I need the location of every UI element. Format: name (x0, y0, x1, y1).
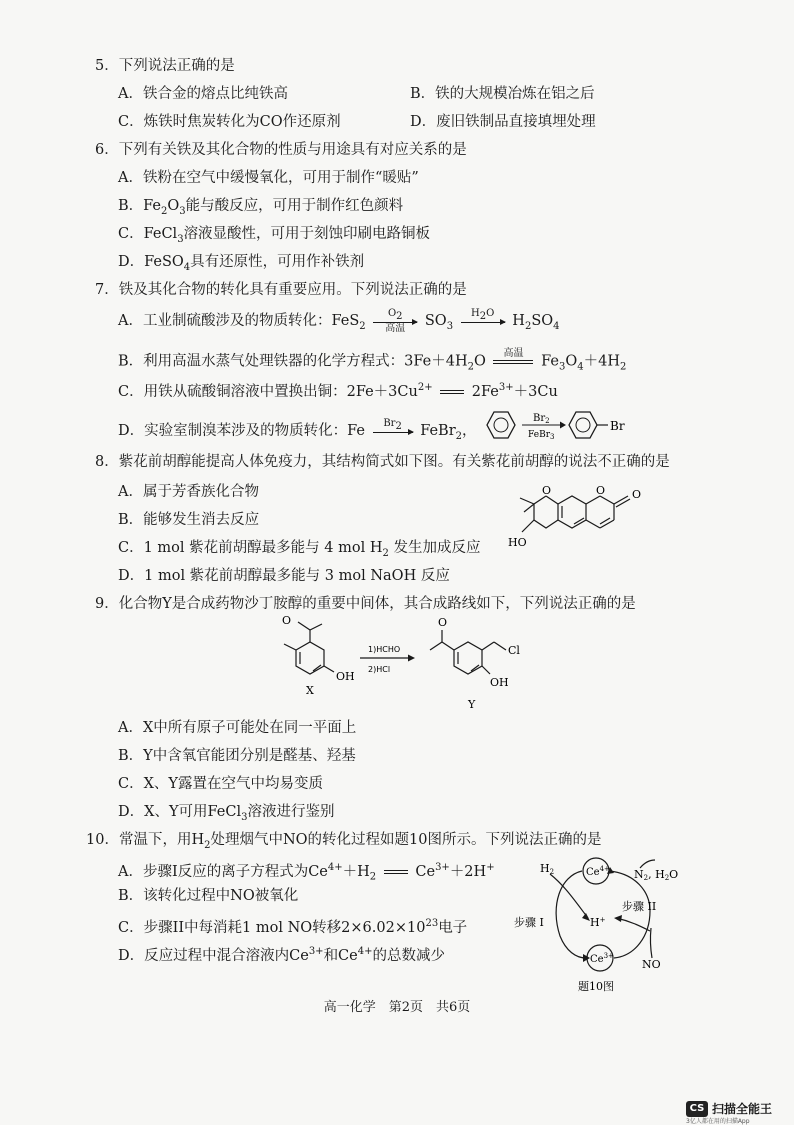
svg-text:Br2: $Br_2$ (533, 413, 550, 425)
svg-text:Br: Br (610, 419, 625, 433)
svg-text:HO: HO (508, 536, 527, 549)
q6-option-b: B．$Fe_2O_3$能与酸反应，可用于制作红色颜料 (118, 198, 404, 217)
q5-option-c: C．炼铁时焦炭转化为CO作还原剂 (118, 114, 341, 130)
q10-stem: 10．常温下，用$H_2$处理烟气中NO的转化过程如题10图所示。下列说法正确的是 (86, 832, 602, 851)
q10-figure (510, 846, 700, 996)
q7-option-d: D．实验室制溴苯涉及的物质转化：Fe $Br_2$ FeBr$_2$， (118, 418, 477, 442)
svg-text:Cl: Cl (508, 644, 520, 657)
q5-option-d: D．废旧铁制品直接填埋处理 (410, 114, 596, 130)
q9-stem: 9．化合物Y是合成药物沙丁胺醇的重要中间体，其合成路线如下，下列说法正确的是 (95, 596, 636, 612)
q7-option-c: C．用铁从硫酸铜溶液中置换出铜：$2Fe+3Cu^{2+}$ $2Fe^{3+}+3Cu$ (118, 382, 558, 400)
q5-option-b: B．铁的大规模冶炼在铝之后 (410, 86, 595, 102)
svg-text:步骤 II: 步骤 II (622, 900, 657, 913)
svg-text:O: O (282, 616, 292, 627)
q8-option-c: C．1 mol 紫花前胡醇最多能与 4 mol $H_2$ 发生加成反应 (118, 540, 481, 559)
svg-text:1)HCHO: 1)HCHO (368, 645, 401, 654)
q9-option-b: B．Y中含氧官能团分别是醛基、羟基 (118, 748, 356, 764)
svg-text:OH: OH (490, 676, 509, 689)
scanner-watermark: CS 扫描全能王 3亿人都在用的扫描App (686, 1102, 773, 1125)
svg-text:2)HCl: 2)HCl (368, 665, 391, 674)
q7-option-b: B．利用高温水蒸气处理铁器的化学方程式：$3Fe+4H_2O$ 高温 $Fe_3O_4+4H_2$ (118, 348, 627, 373)
svg-text:Ce4+: $Ce^{4+}$ (586, 865, 610, 878)
q9-option-d: D．X、Y可用FeCl$_3$溶液进行鉴别 (118, 804, 335, 823)
q7-benzene-to-bromobenzene (476, 404, 636, 448)
q5-option-a: A．铁合金的熔点比纯铁高 (118, 86, 288, 102)
svg-text:Y: Y (468, 698, 476, 711)
svg-text:O: O (542, 484, 552, 497)
svg-text:题10图: 题10图 (578, 980, 614, 993)
q6-stem: 6．下列有关铁及其化合物的性质与用途具有对应关系的是 (95, 142, 467, 158)
q9-option-c: C．X、Y露置在空气中均易变质 (118, 776, 323, 792)
svg-text:O: O (632, 488, 642, 501)
svg-text:O: O (596, 484, 606, 497)
q10-option-b: B．该转化过程中NO被氧化 (118, 888, 299, 904)
q7-stem: 7．铁及其化合物的转化具有重要应用。下列说法正确的是 (95, 282, 467, 298)
svg-text:H2: H2 (540, 862, 555, 876)
svg-text:OH: OH (336, 670, 355, 683)
svg-text:NO: NO (642, 958, 661, 971)
q8-option-b: B．能够发生消去反应 (118, 512, 260, 528)
q7-option-a: A．工业制硫酸涉及的物质转化：FeS$_2$ $O_2$ 高温 $SO_3$ $H_2O$ $H_2SO_4$ (118, 308, 560, 334)
svg-text:Ce3+: $Ce^{3+}$ (590, 952, 614, 965)
scanner-logo-icon: CS (686, 1101, 708, 1117)
q8-stem: 8．紫花前胡醇能提高人体免疫力，其结构简式如下图。有关紫花前胡醇的说法不正确的是 (95, 454, 670, 470)
q8-structure (506, 478, 676, 558)
q10-option-a: A．步骤I反应的离子方程式为$Ce^{4+}+H_2$ $Ce^{3+}+2H^+$ (118, 862, 495, 883)
q8-option-a: A．属于芳香族化合物 (118, 484, 259, 500)
q8-option-d: D．1 mol 紫花前胡醇最多能与 3 mol NaOH 反应 (118, 568, 450, 584)
svg-text:X: X (306, 684, 314, 697)
page-footer: 高一化学 第2页 共6页 (323, 1000, 471, 1015)
q10-option-c: C．步骤II中每消耗1 mol NO转移$2\times 6.02\times 10^{23}$电子 (118, 918, 468, 936)
svg-text:H+: H+ (590, 916, 606, 929)
svg-text:FeBr3: FeBr$_3$ (528, 430, 555, 441)
svg-text:O: O (438, 616, 448, 629)
q6-option-a: A．铁粉在空气中缓慢氧化，可用于制作“暖贴” (118, 170, 419, 186)
q10-option-d: D．反应过程中混合溶液内$Ce^{3+}$和$Ce^{4+}$的总数减少 (118, 946, 445, 964)
q6-option-d: D．FeSO$_4$具有还原性，可用作补铁剂 (118, 254, 365, 273)
q9-reaction-scheme (258, 616, 558, 716)
q9-option-a: A．X中所有原子可能处在同一平面上 (118, 720, 357, 736)
q6-option-c: C．FeCl$_3$溶液显酸性，可用于刻蚀印刷电路铜板 (118, 226, 431, 245)
svg-text:步骤 I: 步骤 I (514, 916, 544, 929)
svg-text:N2, H2O: N2, H2O (634, 868, 679, 882)
q5-stem: 5．下列说法正确的是 (95, 58, 235, 74)
